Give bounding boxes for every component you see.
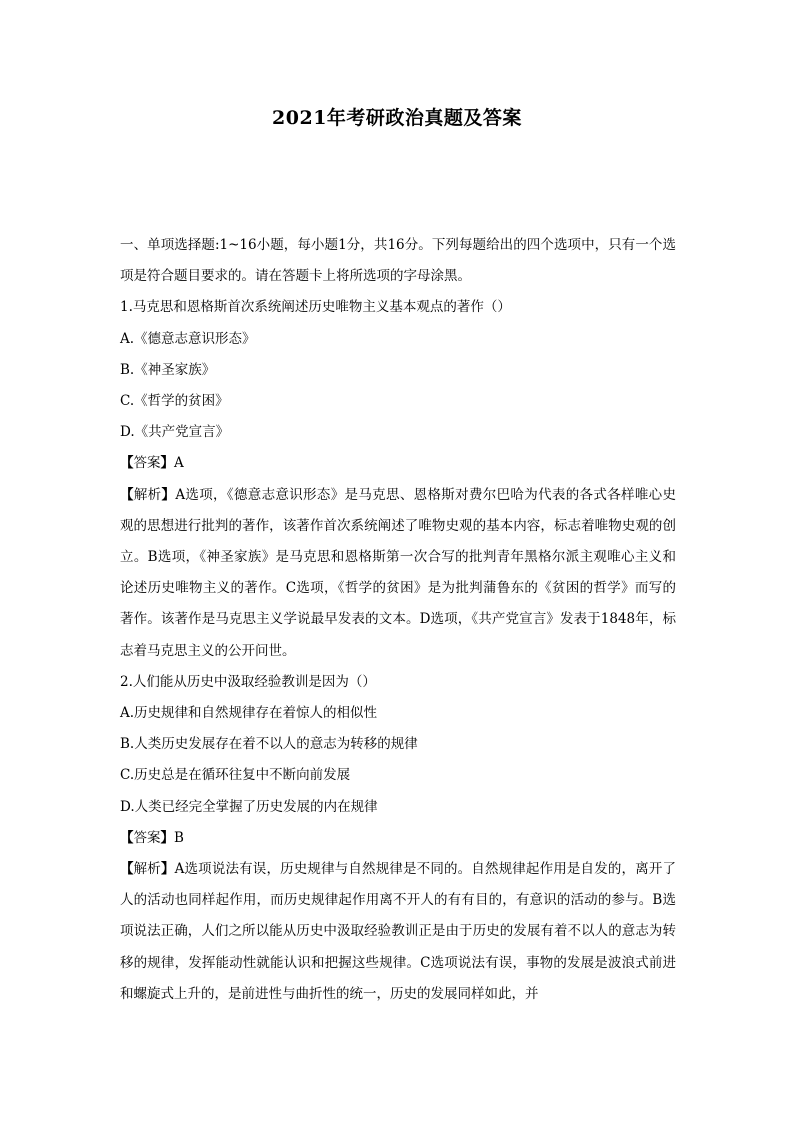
question-stem: 1.马克思和恩格斯首次系统阐述历史唯物主义基本观点的著作（） xyxy=(120,299,511,316)
analysis-paragraph xyxy=(120,854,676,1010)
analysis-bracket-close: 】 xyxy=(161,486,176,503)
answer-line xyxy=(120,823,676,854)
answer-bracket-close: 】 xyxy=(160,829,174,846)
option-b: B.《神圣家族》 xyxy=(120,361,216,378)
analysis-text: A选项，《德意志意识形态》是马克思、恩格斯对费尔巴哈为代表的各式各样唯心史观的思想进行批判的著作，该著作首次系统阐述了唯物史观的基本内容，标志着唯物史观的创立。B选项，《神圣家族》是马克思和恩格斯第一次合写的批判青年黑格尔派主观唯心主义和论述历史唯物主义的著作。C选项，《哲学的贫困》是为批判蒲鲁东的《贫困的哲学》而写的著作。该著作是马克思主义学说最早发表的文本。D选项，《共产党宣言》发表于1848年，标志着马克思主义的公开问世。 xyxy=(120,486,677,659)
option-d: D.人类已经完全掌握了历史发展的内在规律 xyxy=(120,798,378,815)
analysis-label: 解析 xyxy=(133,861,161,878)
answer-label: 答案 xyxy=(133,829,161,846)
answer-bracket-open: 【 xyxy=(120,455,134,472)
option-a: A.历史规律和自然规律存在着惊人的相似性 xyxy=(120,705,378,722)
section-intro: 一、单项选择题:1~16小题，每小题1分，共16分。下列每题给出的四个选项中，只有一个选项是符合题目要求的。请在答题卡上将所选项的字母涂黑。 xyxy=(120,237,676,285)
answer-line xyxy=(120,448,676,479)
option-b: B.人类历史发展存在着不以人的意志为转移的规律 xyxy=(120,736,418,753)
option-d: D.《共产党宣言》 xyxy=(120,424,230,441)
answer-value: B xyxy=(174,829,184,846)
analysis-bracket-open: 【 xyxy=(120,486,134,503)
option-c: C.《哲学的贫困》 xyxy=(120,393,229,410)
answer-bracket-close: 】 xyxy=(160,455,174,472)
question-stem: 2.人们能从历史中汲取经验教训是因为（） xyxy=(120,673,376,690)
analysis-label: 解析 xyxy=(133,486,162,503)
analysis-paragraph xyxy=(120,480,676,667)
document-title: 2021年考研政治真题及答案 xyxy=(272,107,522,129)
document-body xyxy=(120,230,676,1010)
option-a: A.《德意志意识形态》 xyxy=(120,330,256,347)
question-2 xyxy=(120,667,676,1010)
question-1 xyxy=(120,292,676,666)
option-c: C.历史总是在循环往复中不断向前发展 xyxy=(120,767,351,784)
analysis-bracket-open: 【 xyxy=(120,861,134,878)
answer-bracket-open: 【 xyxy=(120,829,134,846)
answer-value: A xyxy=(174,455,184,472)
analysis-text: A选项说法有误，历史规律与自然规律是不同的。自然规律起作用是自发的，离开了人的活动也同样起作用，而历史规律起作用离不开人的有有目的，有意识的活动的参与。B选项说法正确，人们之所以能从历史中汲取经验教训正是由于历史的发展有着不以人的意志为转移的规律，发挥能动性就能认识和把握这些规律。C选项说法有误，事物的发展是波浪式前进和螺旋式上升的，是前进性与曲折性的统一，历史的发展同样如此，并 xyxy=(120,861,676,1002)
analysis-bracket-close: 】 xyxy=(160,861,175,878)
answer-label: 答案 xyxy=(133,455,161,472)
